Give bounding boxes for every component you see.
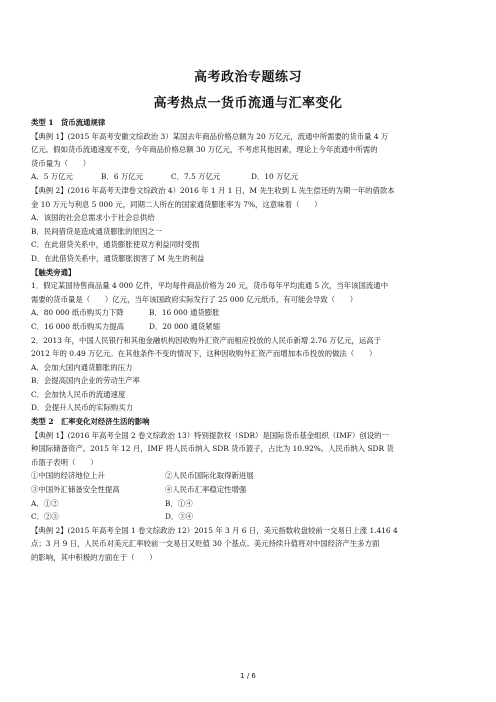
item-1: ①中国的经济地位上升: [31, 471, 105, 481]
s1-ex2-option-b: B．民间借贷是造成通货膨胀的原因之一: [31, 226, 163, 236]
s2-ex1-options-row1: [31, 497, 465, 511]
s1-ex2-line2: 金 10 万元与利息 5 000 元，同期二人所在的国家通货膨胀率为 7%，这意味着（ ）: [31, 199, 322, 209]
option-c: C．②③: [31, 512, 59, 522]
section1-heading: 类型 1 货币流通规律: [31, 118, 106, 127]
q2-line2: 2012 年的 0.49 万亿元。在其他条件不变的情况下，这种因收购外汇资产而增加本币投放的做法（ ）: [31, 349, 377, 359]
s2-ex1-line1: 【典例 1】(2016 年高考全国 2 卷文综政治 13）特别提款权（SDR）是国际货币基金组织（IMF）创设的一: [31, 430, 389, 440]
item-2: ②人民币国际化取得新进展: [165, 471, 254, 481]
s2-ex1-line2: 种国际储备资产。2015 年 12 月，IMF 将人民币纳入 SDR 货币篮子，占比为 10.92%。人民币纳入 SDR 货: [31, 444, 394, 454]
option-d: D．③④: [165, 512, 194, 522]
s1-ex2-option-c: C．在此借贷关系中，通货膨胀使双方利益同时受损: [31, 240, 200, 250]
s2-ex2-line3: 的影响，其中积极的方面在于（ ）: [31, 553, 157, 562]
item-3: ③中国外汇储备安全性提高: [31, 485, 120, 495]
practice-heading: 【触类旁通】: [31, 267, 76, 277]
s1-ex1-options: [31, 170, 465, 184]
page-number: 1 / 6: [240, 672, 256, 680]
q2-line1: 2．2013 年，中国人民银行和其他金融机构因收购外汇资产而相应投放的人民币新增 2.76 万亿元，运高于: [31, 335, 382, 345]
option-c: C．7.5 万亿元: [171, 172, 221, 182]
document-subtitle: 高考热点一货币流通与汇率变化: [153, 96, 343, 111]
option-d: D．20 000 通货紧缩: [149, 321, 221, 331]
s1-ex1-line1: 【典例 1】(2015 年高考安徽文综政治 3）某国去年商品价格总额为 20 万亿元，流通中所需要的货币量 4 万: [31, 131, 389, 141]
option-a: A．5 万亿元: [31, 172, 73, 182]
option-a: A．80 000 纸币购买力下降: [31, 308, 124, 318]
q2-option-c: C．会加快人民币的流通速度: [31, 389, 126, 399]
s2-ex1-line3: 币篮子表明（ ）: [31, 457, 98, 467]
q1-line2: 需要的货币量是（ ）亿元，当年该国政府实际发行了 25 000 亿元纸币，有可能会导致（ ）: [31, 294, 358, 304]
q1-line1: 1．假定某国待售商品量 4 000 亿件，平均每件商品价格为 20 元，货币每年平均流通 5 次，当年该国流通中: [31, 281, 389, 291]
s2-ex1-items-row1: [31, 469, 465, 483]
option-c: C．16 000 纸币购买力提高: [31, 321, 124, 331]
s1-ex2-line1: 【典例 2】(2016 年高考天津卷文综政治 4）2016 年 1 月 1 日，M 先生收到 L 先生偿还的为期一年的借款本: [31, 185, 395, 195]
q2-option-a: A．会加大国内通货膨胀的压力: [31, 362, 133, 372]
s1-ex1-line3: 货币量为（ ）: [31, 158, 91, 168]
q2-option-b: B．会提高国内企业的劳动生产率: [31, 376, 140, 386]
q2-option-d: D．会提升人民币的实际购买力: [31, 403, 134, 413]
s2-ex2-line1: 【典例 2】(2015 年高考全国 1 卷文综政治 12）2015 年 3 月 6 日，美元指数收盘较前一交易日上涨 1.416 4: [31, 525, 398, 535]
q1-options-row2: [31, 320, 465, 334]
option-b: B．6 万亿元: [101, 172, 144, 182]
item-4: ④人民币汇率稳定性增强: [165, 485, 247, 495]
s2-ex1-options-row2: [31, 510, 465, 524]
s1-ex1-line2: 亿元。假如货币流通速度不变，今年商品价格总额 30 万亿元，不考虑其他因素，理论上今年流通中所需的: [31, 145, 378, 155]
section2-heading: 类型 2 汇率变化对经济生活的影响: [31, 417, 150, 427]
option-b: B．16 000 通货膨胀: [149, 308, 220, 318]
s1-ex2-option-a: A．该国的社会总需求小于社会总供给: [31, 213, 155, 223]
s1-ex2-option-d: D．在此借贷关系中，通货膨胀损害了 M 先生的利益: [31, 253, 205, 263]
option-a: A．①②: [31, 498, 59, 508]
document-body: [31, 116, 465, 565]
document-title: 高考政治专题练习: [193, 70, 302, 85]
option-b: B．①④: [165, 498, 193, 508]
s2-ex1-items-row2: [31, 483, 465, 497]
q1-options-row1: [31, 306, 465, 320]
s2-ex2-line2: 点；3 月 9 日，人民币对美元汇率较前一交易日又贬值 30 个基点。美元持续升值将对中国经济产生多方面: [31, 539, 380, 549]
option-d: D．10 万亿元: [251, 172, 299, 182]
